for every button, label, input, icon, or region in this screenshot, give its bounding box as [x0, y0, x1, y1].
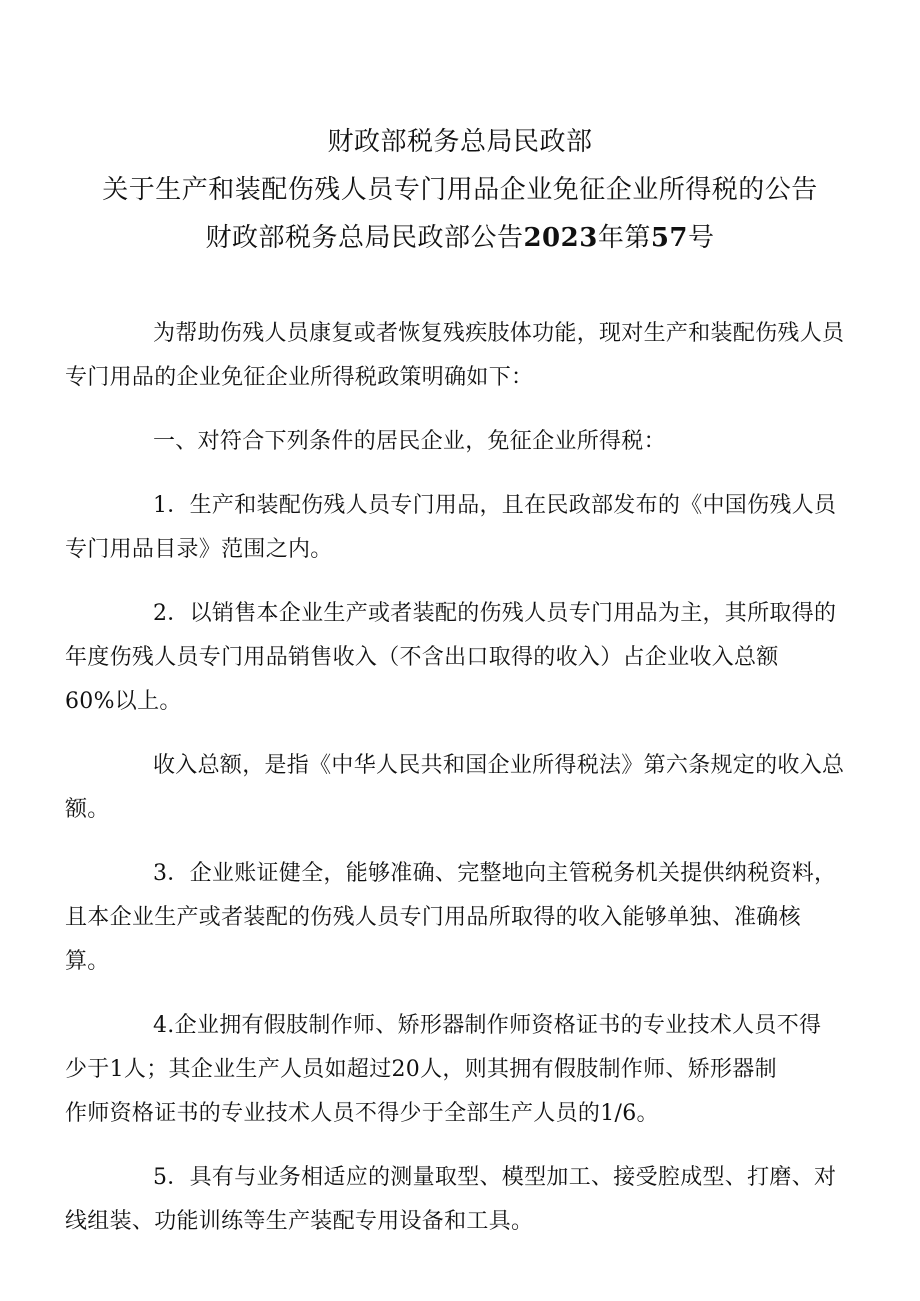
text-line: 年度伤残人员专门用品销售收入（不含出口取得的收入）占企业收入总额 [65, 645, 779, 670]
announcement-title: 关于生产和装配伤残人员专门用品企业免征企业所得税的公告 [102, 175, 818, 205]
text-line: 为帮助伤残人员康复或者恢复残疾肢体功能，现对生产和装配伤残人员 [153, 321, 845, 346]
paragraph-item-3 [65, 852, 837, 984]
document-body [65, 312, 845, 1264]
announcement-number [0, 214, 920, 262]
text-line: 作师资格证书的专业技术人员不得少于全部生产人员的1/6。 [65, 1101, 659, 1126]
issuer-title: 财政部税务总局民政部 [327, 127, 593, 157]
text-line: 额。 [65, 797, 110, 822]
announcement-year: 2023 [523, 223, 598, 253]
text-line: 60%以上。 [65, 689, 182, 714]
paragraph-item-1 [65, 484, 837, 572]
paragraph-item-2 [65, 592, 837, 724]
text-line: 专门用品目录》范围之内。 [65, 537, 333, 562]
text-line: 专门用品的企业免征企业所得税政策明确如下： [65, 365, 534, 390]
text-line: 1．生产和装配伤残人员专门用品，且在民政部发布的《中国伤残人员 [153, 493, 837, 518]
paragraph-item-4 [65, 1004, 822, 1136]
text-line: 且本企业生产或者装配的伤残人员专门用品所取得的收入能够单独、准确核 [65, 905, 801, 930]
text-line: 线组装、功能训练等生产装配专用设备和工具。 [65, 1209, 534, 1234]
announcement-number-mid: 年第 [597, 223, 651, 253]
text-line: 少于1人；其企业生产人员如超过20人，则其拥有假肢制作师、矫形器制 [65, 1057, 777, 1082]
text-line: 2．以销售本企业生产或者装配的伤残人员专门用品为主，其所取得的 [153, 601, 837, 626]
announcement-number-prefix: 财政部税务总局民政部公告 [205, 223, 524, 253]
text-line: 5．具有与业务相适应的测量取型、模型加工、接受腔成型、打磨、对 [153, 1165, 837, 1190]
text-line: 收入总额，是指《中华人民共和国企业所得税法》第六条规定的收入总 [153, 753, 845, 778]
text-line: 4.企业拥有假肢制作师、矫形器制作师资格证书的专业技术人员不得 [153, 1013, 822, 1038]
announcement-seq: 57 [650, 223, 689, 253]
text-line: 算。 [65, 949, 110, 974]
announcement-number-suffix: 号 [688, 223, 715, 253]
text-line: 一、对符合下列条件的居民企业，免征企业所得税： [153, 429, 666, 454]
title-block [0, 118, 920, 262]
paragraph-income-definition [65, 744, 845, 832]
paragraph-item-5 [65, 1156, 837, 1244]
paragraph-section-1 [109, 420, 815, 464]
paragraph-intro [65, 312, 845, 400]
text-line: 3．企业账证健全，能够准确、完整地向主管税务机关提供纳税资料， [153, 861, 837, 886]
